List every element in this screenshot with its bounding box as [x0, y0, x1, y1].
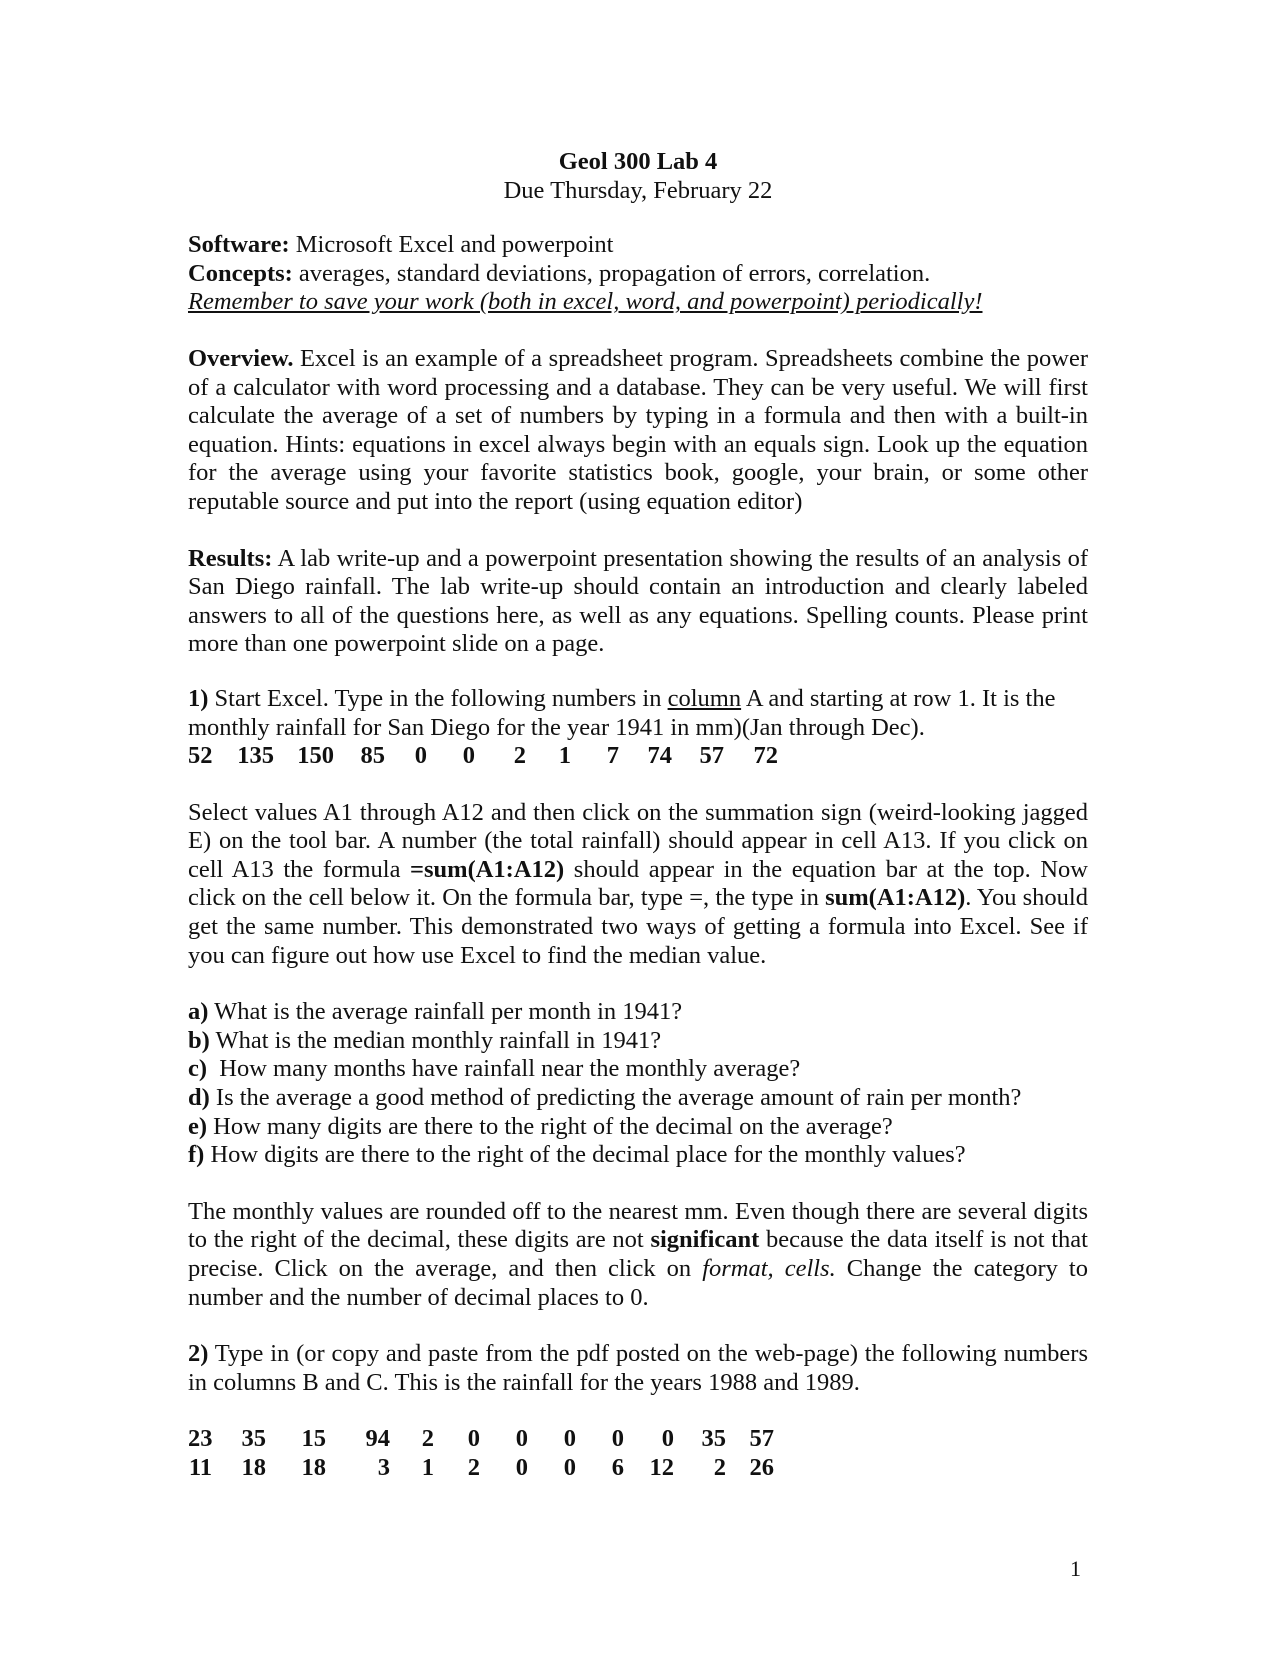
rounding-text-2: because the data itself is not that precise. Click on the average, and then click on: [188, 1226, 1088, 1282]
rounding-text-1: The monthly values are rounded off to the nearest mm. Even though there are several digits to the right of the decimal, these digits are not: [188, 1197, 1088, 1254]
software-label: Software:: [188, 231, 290, 259]
step2-text: Type in (or copy and paste from the pdf posted on the web-page) the following numbers in columns B and C. This is the rainfall for the years 1988 and 1989.: [188, 1340, 1088, 1396]
formula-sum-2: sum(A1:A12): [825, 884, 966, 912]
rainfall-value: 0: [515, 1425, 528, 1453]
question-label: a): [188, 998, 209, 1026]
select-text-1: Select values A1 through A12 and then click on the summation sign (weird-looking jagged E) on the tool bar. A number (the total rainfall) should appear in cell A13. If you click on cell A13 the formula: [188, 798, 1088, 883]
rainfall-value: 135: [237, 742, 274, 770]
rainfall-value: 85: [360, 742, 385, 770]
rainfall-value: 7: [606, 742, 619, 770]
rainfall-value: 2: [713, 1453, 726, 1481]
overview-text: Excel is an example of a spreadsheet program. Spreadsheets combine the power of a calculator with word processing and a database. They can be very useful. We will first calculate the average of a set of numbers by typing in a formula and then with a built-in equation. Hints: equations in excel always begin with an equals sign. Look up the equation for the average using your favorite statistics book, google, your brain, or some other reputable source and put into the report (using equation editor): [188, 344, 1088, 515]
select-text-3: . You should get the same number. This demonstrated two ways of getting a formula into Excel. See if you can figure out how use Excel to find the median value.: [188, 884, 1088, 969]
rainfall-value: 6: [611, 1453, 624, 1481]
question-a: [188, 998, 1088, 1027]
rainfall-value: 35: [701, 1425, 726, 1453]
formula-sum-1: =sum(A1:A12): [410, 855, 565, 883]
rainfall-value: 0: [611, 1425, 624, 1453]
rainfall-value: 74: [647, 742, 672, 770]
rainfall-value: 23: [188, 1425, 213, 1453]
due-date: Due Thursday, February 22: [503, 176, 773, 204]
page-title: Geol 300 Lab 4: [558, 148, 718, 175]
rainfall-1988-row: [188, 1425, 1088, 1454]
rainfall-value: 15: [301, 1425, 326, 1453]
step2-label: 2): [188, 1340, 209, 1368]
significant-word: significant: [650, 1226, 760, 1254]
rainfall-value: 18: [301, 1453, 326, 1481]
rainfall-value: 1: [558, 742, 571, 770]
question-label: f): [188, 1141, 205, 1169]
rounding-paragraph: [188, 1198, 1088, 1312]
rainfall-value: 0: [661, 1425, 674, 1453]
question-e: [188, 1113, 1088, 1142]
software-text: Microsoft Excel and powerpoint: [289, 231, 614, 259]
rainfall-value: 3: [377, 1453, 390, 1481]
question-text: How many months have rainfall near the monthly average?: [207, 1055, 801, 1083]
results-text: A lab write-up and a powerpoint presentation showing the results of an analysis of San Diego rainfall. The lab write-up should contain an introduction and clearly labeled answers to all of the questions here, as well as any equations. Spelling counts. Please print more than one powerpoint slide on a page.: [188, 544, 1088, 658]
rainfall-value: 11: [188, 1453, 212, 1481]
rainfall-value: 2: [513, 742, 526, 770]
question-label: d): [188, 1084, 210, 1112]
rainfall-value: 12: [649, 1453, 674, 1481]
step2-paragraph: [188, 1340, 1088, 1397]
concepts-label: Concepts:: [188, 259, 293, 287]
question-label: b): [188, 1026, 210, 1054]
question-b: [188, 1027, 1088, 1056]
select-text-2: should appear in the equation bar at the top. Now click on the cell below it. On the formula bar, type =, the type in: [188, 855, 1088, 912]
rainfall-value: 57: [699, 742, 724, 770]
rainfall-value: 150: [297, 742, 334, 770]
rainfall-value: 2: [421, 1425, 434, 1453]
rainfall-value: 0: [515, 1453, 528, 1481]
question-label: e): [188, 1112, 208, 1140]
rainfall-value: 94: [365, 1425, 390, 1453]
rainfall-value: 0: [563, 1425, 576, 1453]
rainfall-value: 26: [749, 1453, 774, 1481]
question-text: What is the average rainfall per month in 1941?: [208, 998, 683, 1026]
page-number: 1: [1070, 1556, 1081, 1581]
rainfall-1941-row: [188, 742, 1088, 771]
question-f: [188, 1141, 1088, 1170]
step1-column-word: column: [667, 684, 742, 712]
questions-list: [188, 998, 1088, 1170]
question-text: Is the average a good method of predicting the average amount of rain per month?: [209, 1084, 1022, 1112]
rainfall-value: 18: [241, 1453, 266, 1481]
question-d: [188, 1084, 1088, 1113]
rounding-text-3: Change the category to number and the number of decimal places to 0.: [188, 1255, 1088, 1311]
question-label: c): [188, 1055, 208, 1083]
question-c: [188, 1055, 1088, 1084]
rainfall-value: 1: [421, 1453, 434, 1481]
question-text: What is the median monthly rainfall in 1941?: [209, 1026, 662, 1054]
rainfall-value: 0: [414, 742, 427, 770]
rainfall-value: 57: [749, 1425, 774, 1453]
document-page: [188, 148, 1088, 1483]
rainfall-1989-row: [188, 1454, 1088, 1483]
rainfall-value: 0: [563, 1453, 576, 1481]
rainfall-value: 0: [462, 742, 475, 770]
question-text: How digits are there to the right of the decimal place for the monthly values?: [204, 1141, 966, 1169]
question-text: How many digits are there to the right of the decimal on the average?: [207, 1112, 893, 1140]
concepts-line: [188, 260, 1088, 289]
step1-label: 1): [188, 684, 209, 712]
step1-text-a: Start Excel. Type in the following numbers in: [208, 684, 668, 712]
rainfall-value: 72: [753, 742, 778, 770]
rainfall-value: 2: [467, 1453, 480, 1481]
rainfall-value: 35: [241, 1425, 266, 1453]
concepts-text: averages, standard deviations, propagation of errors, correlation.: [292, 259, 931, 287]
rainfall-value: 0: [467, 1425, 480, 1453]
results-paragraph: [188, 545, 1088, 659]
step1-paragraph: [188, 685, 1088, 742]
reminder-line: Remember to save your work (both in excel, word, and powerpoint) periodically!: [188, 288, 983, 316]
select-paragraph: [188, 799, 1088, 971]
overview-label: Overview.: [188, 344, 294, 372]
overview-paragraph: [188, 345, 1088, 517]
format-cells-word: format, cells.: [702, 1255, 836, 1282]
results-label: Results:: [188, 544, 273, 572]
rainfall-value: 52: [188, 742, 213, 770]
software-line: [188, 231, 1088, 260]
step1-text-b: A and starting at row 1. It is the monthly rainfall for San Diego for the year 1941 in mm)(Jan through Dec).: [188, 684, 1056, 741]
